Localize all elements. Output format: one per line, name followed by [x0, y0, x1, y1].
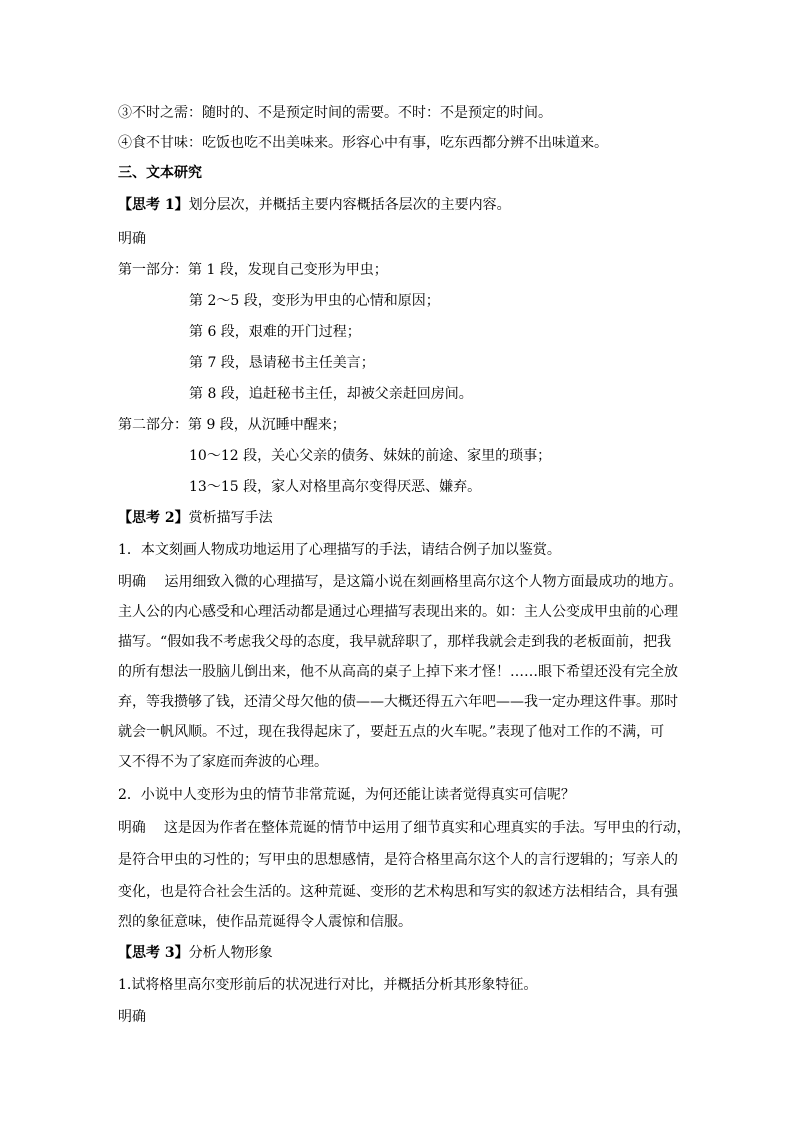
paragraph-line: 又不得不为了家庭而奔波的心理。	[118, 754, 328, 770]
question-3-mark: 【思考 3】	[118, 945, 189, 961]
note-3: ③不时之需：随时的、不是预定时间的需要。不时：不是预定的时间。	[118, 105, 552, 121]
part-1-line: 第 6 段，艰难的开门过程；	[189, 324, 361, 340]
question-1-mark: 【思考 1】	[118, 197, 189, 213]
answer-label: 明确	[118, 1009, 146, 1025]
part-1-line: 第 2～5 段，变形为甲虫的心情和原因；	[189, 293, 440, 309]
note-4: ④食不甘味：吃饭也吃不出美味来。形容心中有事，吃东西都分辨不出味道来。	[118, 135, 608, 151]
paragraph-line: 描写。“假如我不考虑我父母的态度，我早就辞职了，那样我就会走到我的老板面前，把我	[118, 634, 672, 650]
part-1-line: 第一部分：第 1 段，发现自己变形为甲虫；	[118, 262, 388, 278]
question-1	[118, 195, 511, 215]
part-1-line: 第 8 段，追赶秘书主任，却被父亲赶回房间。	[189, 386, 473, 402]
question-3	[118, 943, 273, 963]
sub-question: 1．本文刻画人物成功地运用了心理描写的手法，请结合例子加以鉴赏。	[118, 542, 561, 558]
paragraph-line: 就会一帆风顺。不过，现在我得起床了，要赶五点的火车呢。”表现了他对工作的不满，可	[118, 724, 665, 740]
answer-label: 明确	[118, 231, 146, 247]
paragraph-line: 明确 运用细致入微的心理描写，是这篇小说在刻画格里高尔这个人物方面最成功的地方。	[118, 574, 683, 590]
part-2-line: 13～15 段，家人对格里高尔变得厌恶、嫌弃。	[189, 479, 482, 495]
part-2-line: 10～12 段，关心父亲的债务、妹妹的前途、家里的琐事；	[189, 448, 552, 464]
part-1-line: 第 7 段，恳请秘书主任美言；	[189, 355, 375, 371]
paragraph-line: 的所有想法一股脑儿倒出来，他不从高高的桌子上掉下来才怪！……眼下希望还没有完全放	[118, 664, 678, 680]
question-2-mark: 【思考 2】	[118, 510, 189, 526]
question-3-text: 分析人物形象	[188, 945, 273, 961]
question-2	[118, 508, 273, 528]
paragraph-line: 弃，等我攒够了钱，还清父母欠他的债——大概还得五六年吧——我一定办理这件事。那时	[118, 694, 678, 710]
paragraph-line: 烈的象征意味，使作品荒诞得令人震惊和信服。	[118, 914, 412, 930]
paragraph-line: 主人公的内心感受和心理活动都是通过心理描写表现出来的。如：主人公变成甲虫前的心理	[118, 604, 678, 620]
question-1-text: 划分层次，并概括主要内容概括各层次的主要内容。	[188, 197, 511, 213]
paragraph-line: 是符合甲虫的习性的；写甲虫的思想感情，是符合格里高尔这个人的言行逻辑的；写亲人的	[118, 852, 678, 868]
question-2-text: 赏析描写手法	[188, 510, 273, 526]
paragraph-line: 明确 这是因为作者在整体荒诞的情节中运用了细节真实和心理真实的手法。写甲虫的行动，	[118, 820, 691, 836]
section-heading: 三、文本研究	[118, 165, 202, 181]
sub-question: 2．小说中人变形为虫的情节非常荒诞，为何还能让读者觉得真实可信呢？	[118, 787, 575, 803]
paragraph-line: 变化，也是符合社会生活的。这种荒诞、变形的艺术构思和写实的叙述方法相结合，具有强	[118, 884, 678, 900]
sub-question: 1.试将格里高尔变形前后的状况进行对比，并概括分析其形象特征。	[118, 977, 538, 993]
part-2-line: 第二部分：第 9 段，从沉睡中醒来；	[118, 417, 346, 433]
